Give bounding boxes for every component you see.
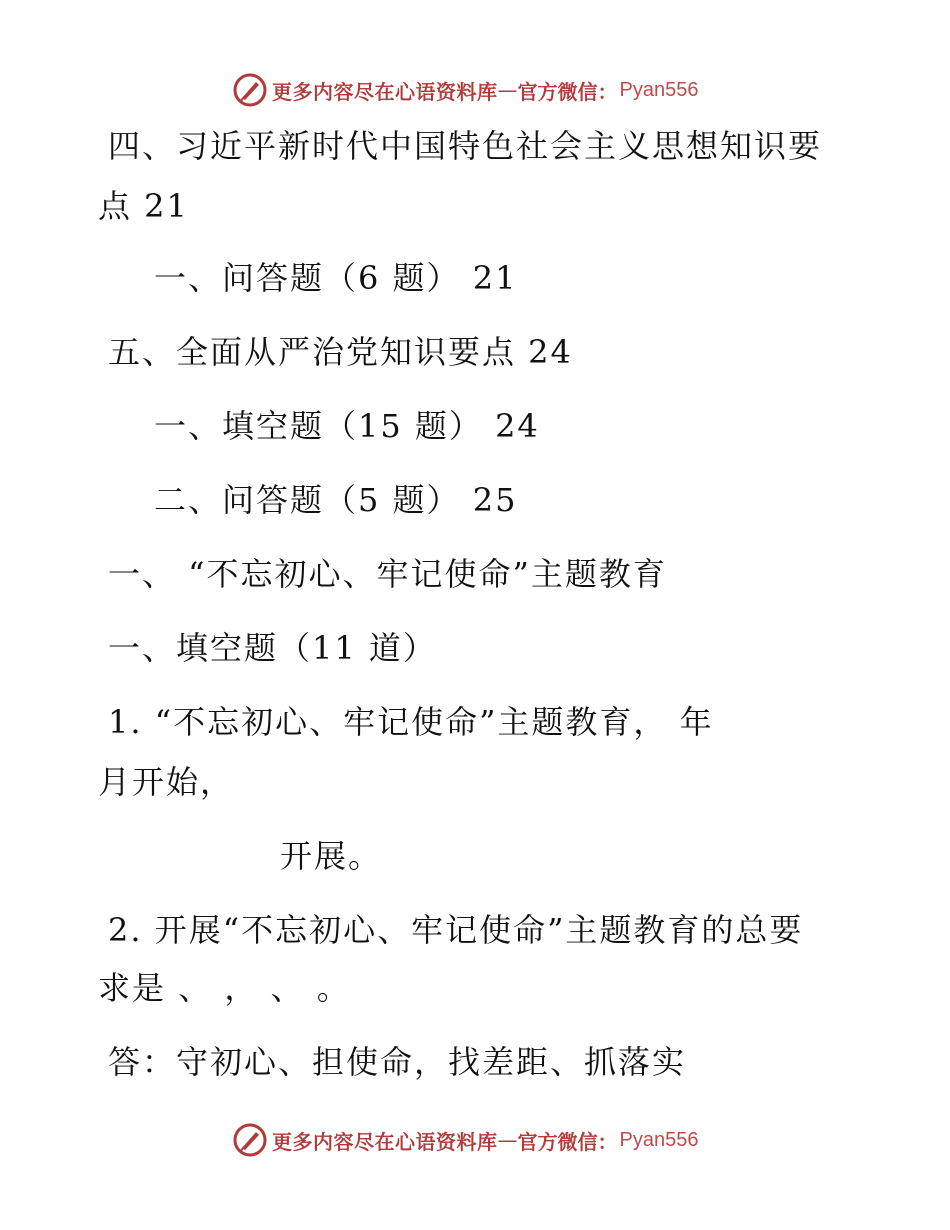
watermark-footer [232, 1120, 698, 1160]
question-line: 开展。 [280, 837, 383, 875]
watermark-header [232, 70, 698, 110]
toc-line: 四、习近平新时代中国特色社会主义思想知识要 [108, 127, 823, 165]
watermark-text: 更多内容尽在心语资料库 [272, 1129, 498, 1154]
question-line: 求是 、 ， 、 。 [98, 969, 351, 1007]
watermark-text: 更多内容尽在心语资料库 [272, 79, 498, 104]
toc-line: 五、全面从严治党知识要点 24 [108, 333, 573, 371]
toc-line: 点 21 [98, 187, 189, 225]
quill-logo-icon [232, 1122, 268, 1158]
toc-line: 一、填空题（15 题） 24 [154, 407, 540, 445]
watermark-handle: Pyan556 [619, 1128, 699, 1151]
question-line: 月开始， [98, 763, 235, 801]
quill-logo-icon [232, 72, 268, 108]
watermark-handle: Pyan556 [619, 78, 699, 101]
watermark-dash: — [497, 78, 518, 102]
answer-line: 答：守初心、担使命，找差距、抓落实 [108, 1043, 687, 1081]
toc-line: 二、问答题（5 题） 25 [154, 481, 518, 519]
watermark-wechat-label: 官方微信： [517, 1129, 618, 1154]
question-line: 1. “不忘初心、牢记使命”主题教育， 年 [108, 703, 714, 741]
subsection-heading: 一、填空题（11 道） [108, 629, 437, 667]
question-line: 2. 开展“不忘初心、牢记使命”主题教育的总要 [108, 911, 804, 949]
section-heading: 一、 “不忘初心、牢记使命”主题教育 [108, 555, 667, 593]
watermark-dash: — [497, 1128, 518, 1152]
toc-line: 一、问答题（6 题） 21 [154, 259, 518, 297]
watermark-wechat-label: 官方微信： [517, 79, 618, 104]
